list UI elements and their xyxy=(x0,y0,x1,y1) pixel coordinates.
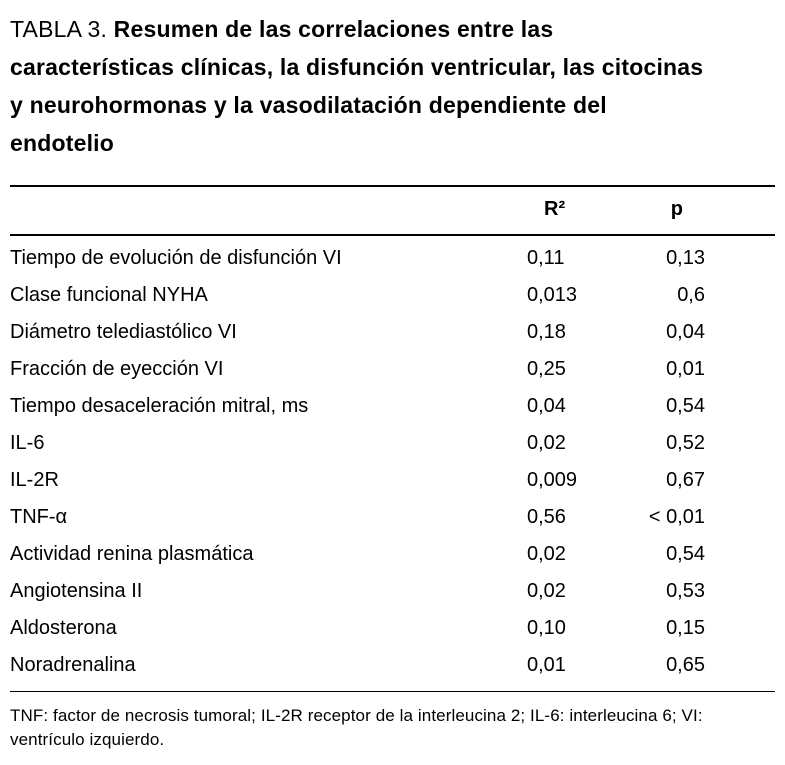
row-p-value: 0,01 xyxy=(666,358,705,380)
table-body xyxy=(10,235,775,692)
row-p-value: 0,54 xyxy=(666,395,705,417)
row-r-squared-value: 0,04 xyxy=(527,395,566,417)
row-p-value: < 0,01 xyxy=(648,506,705,528)
row-p-value: 0,65 xyxy=(666,654,705,676)
table-row xyxy=(10,573,775,610)
row-variable-label: Aldosterona xyxy=(10,617,117,639)
row-p-value: 0,6 xyxy=(677,284,705,306)
table-title-text: Resumen de las correlaciones entre las características clínicas, la disfunción ventricular, las citocinas y neurohormonas y la vasodilatación dependiente del endotelio xyxy=(10,16,704,156)
row-p-value: 0,15 xyxy=(666,617,705,639)
row-p-value: 0,04 xyxy=(666,321,705,343)
row-variable-label: TNF-α xyxy=(10,506,68,528)
row-r-squared-value: 0,009 xyxy=(527,469,578,491)
table-row xyxy=(10,536,775,573)
row-p-value: 0,13 xyxy=(666,247,705,269)
table-header-row xyxy=(10,186,775,235)
row-r-squared-value: 0,25 xyxy=(527,358,566,380)
table-row xyxy=(10,425,775,462)
table-row xyxy=(10,277,775,314)
row-r-squared-value: 0,02 xyxy=(527,432,566,454)
row-variable-label: IL-6 xyxy=(10,432,45,454)
table-row xyxy=(10,388,775,425)
header-r-squared: R² xyxy=(527,186,647,235)
header-p-value: p xyxy=(647,186,775,235)
row-variable-label: Fracción de eyección VI xyxy=(10,358,224,380)
table-head xyxy=(10,186,775,235)
row-variable-label: Angiotensina II xyxy=(10,580,143,602)
table-title xyxy=(10,10,705,162)
row-p-value: 0,52 xyxy=(666,432,705,454)
row-r-squared-value: 0,01 xyxy=(527,654,566,676)
row-r-squared-value: 0,10 xyxy=(527,617,566,639)
table-row xyxy=(10,462,775,499)
table-row xyxy=(10,610,775,647)
table-row xyxy=(10,499,775,536)
row-variable-label: Tiempo desaceleración mitral, ms xyxy=(10,395,309,417)
row-p-value: 0,54 xyxy=(666,543,705,565)
header-variable-column xyxy=(10,186,527,235)
table-row xyxy=(10,235,775,277)
row-r-squared-value: 0,02 xyxy=(527,543,566,565)
row-variable-label: Tiempo de evolución de disfunción VI xyxy=(10,247,342,269)
row-variable-label: Actividad renina plasmática xyxy=(10,543,254,565)
table-number-label: TABLA 3. xyxy=(10,16,108,42)
row-variable-label: Noradrenalina xyxy=(10,654,136,676)
row-r-squared-value: 0,013 xyxy=(527,284,578,306)
row-r-squared-value: 0,11 xyxy=(527,247,565,269)
row-r-squared-value: 0,02 xyxy=(527,580,566,602)
table-row xyxy=(10,314,775,351)
table-row xyxy=(10,647,775,692)
row-r-squared-value: 0,18 xyxy=(527,321,566,343)
correlations-table xyxy=(10,185,775,692)
row-p-value: 0,53 xyxy=(666,580,705,602)
table-footnote: TNF: factor de necrosis tumoral; IL-2R receptor de la interleucina 2; IL-6: interleucina 6; VI: ventrículo izquierdo. xyxy=(10,706,703,749)
row-variable-label: Clase funcional NYHA xyxy=(10,284,208,306)
row-variable-label: Diámetro telediastólico VI xyxy=(10,321,237,343)
row-p-value: 0,67 xyxy=(666,469,705,491)
row-variable-label: IL-2R xyxy=(10,469,59,491)
row-r-squared-value: 0,56 xyxy=(527,506,566,528)
table-row xyxy=(10,351,775,388)
